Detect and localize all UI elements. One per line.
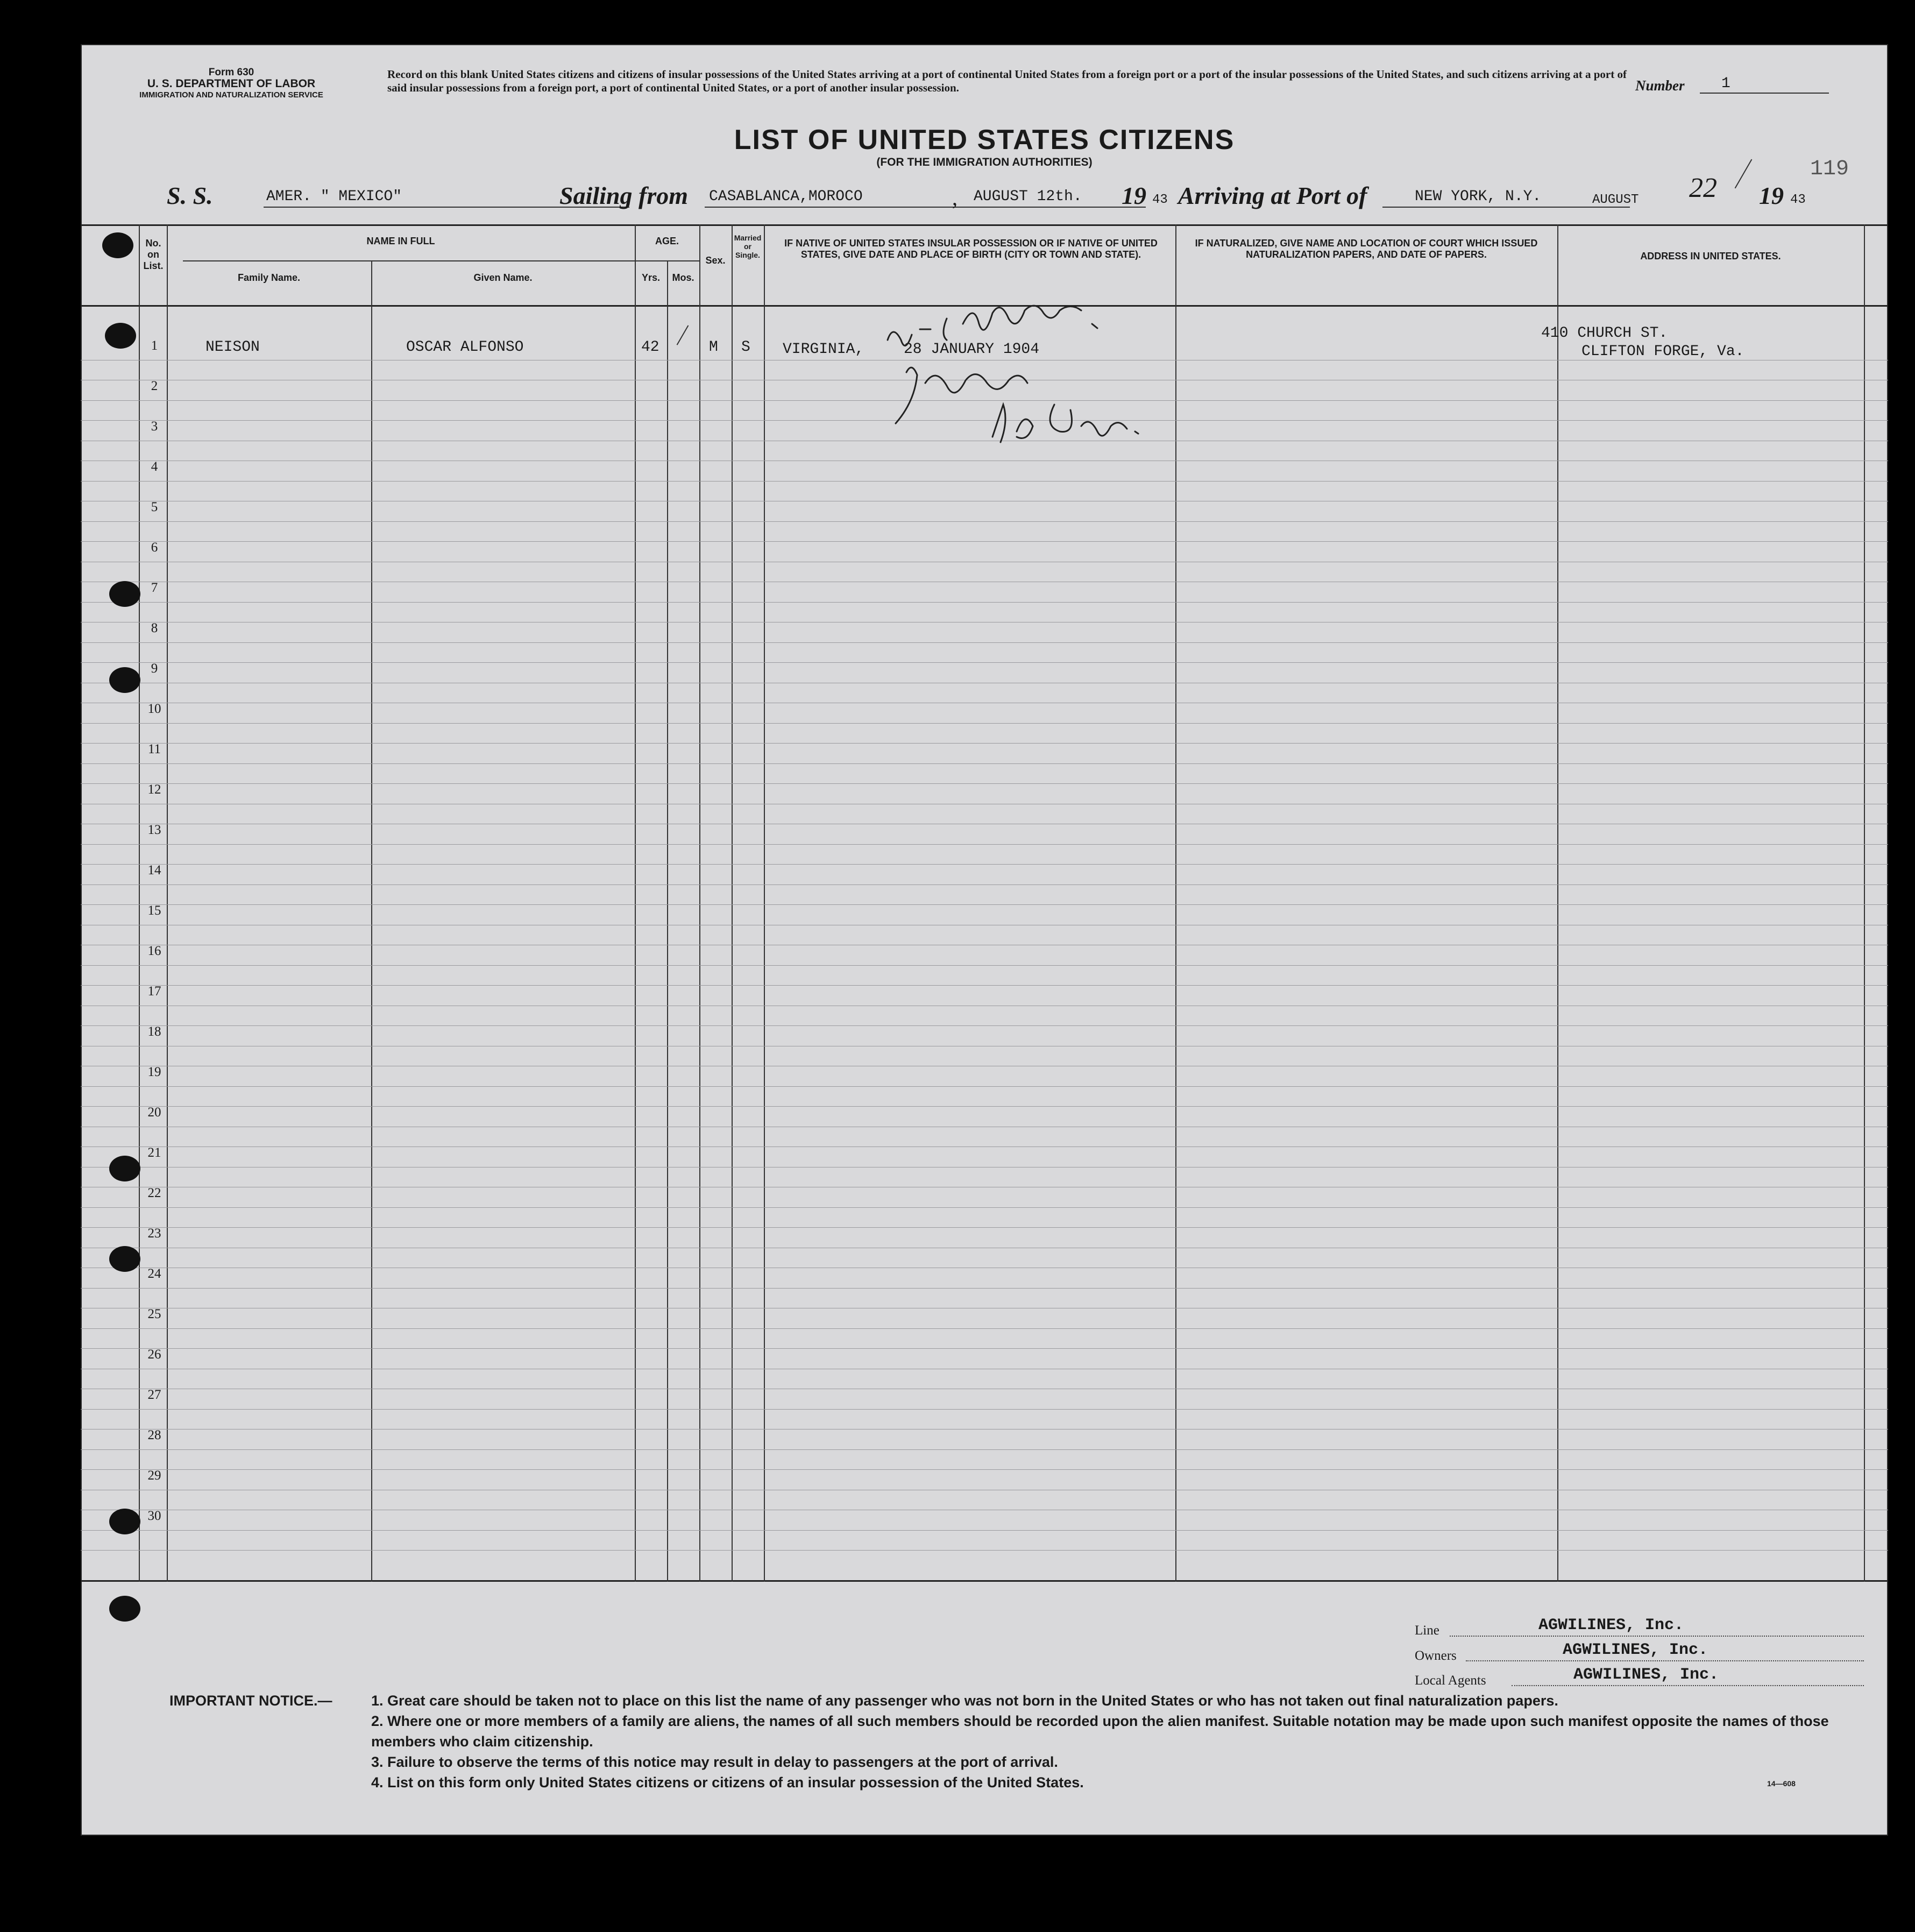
notice-4: 4. List on this form only United States citizens or citizens of an insular possession of the United States. — [371, 1774, 1084, 1791]
row-number: 20 — [147, 1105, 161, 1120]
row-rule — [81, 1530, 1888, 1531]
row-number: 16 — [147, 944, 161, 958]
punch-hole — [109, 581, 140, 607]
col-yrs-header: Yrs. — [641, 272, 661, 283]
row-rule — [81, 1469, 1888, 1470]
row-number: 4 — [151, 459, 158, 474]
row-rule — [81, 844, 1888, 845]
arrival-year-prefix: 19 — [1759, 182, 1784, 209]
row-number: 18 — [147, 1024, 161, 1039]
ss-label: S. S. — [167, 182, 213, 209]
row-rule — [81, 541, 1888, 542]
row-rule — [81, 1328, 1888, 1329]
row-number: 8 — [151, 621, 158, 635]
row-number: 24 — [147, 1266, 161, 1281]
row-number: 22 — [147, 1186, 161, 1200]
row-rule — [81, 1025, 1888, 1026]
row-number: 25 — [147, 1307, 161, 1321]
col-address-header: ADDRESS IN UNITED STATES. — [1640, 251, 1781, 261]
manifest-page: Form 630 U. S. DEPARTMENT OF LABOR IMMIGRATION AND NATURALIZATION SERVICE Record on this blank United States citizens and citizens of insular possessions of the United States arriving at a port of continental United States from a foreign port or a port of the insular possessions of the United States, and such citizens arriving at a port of said insular possessions from a foreign port, a port of continental United States, or a port of another insular possession. Number 1 LIST OF UNITED STATES CITIZENS (FOR THE IMMIGRATION AUTHORITIES) 119 S. S. AMER. " MEXICO" Sailing from CASABLANCA,MOROCO , AUGUST 12th. 19 43 Arriving at Port of NEW YORK, N.Y. AUGUST 22 19 43 No. on List. NAME IN FULL Family Name. Given Name. AGE. Yrs. Mos. Sex. Married or Single. IF NATIVE OF UNITED STATES INSULAR POSSESSION OR IF NATIVE OF UNITED STATES, GIVE DATE AND PLACE OF BIRTH (CITY OR TOWN AND STATE). IF NATURALIZED, GIVE NAME AND LOCATION OF COURT WHICH ISSUED NATURALIZATION PAPERS, AND DATE OF PAPERS. ADDRESS IN UNITED STATES. 1 2 3 4 5 6 7 8 9 10 11 12 13 14 15 16 17 18 19 20 21 22 23 24 25 26 27 28 29 30 NEISON OSCAR ALFONSO 42 M S VIRGINIA, 28 JANUARY 1904 410 CHURCH ST. CLIFTON FORGE, Va. Line AGWILINES, Inc. Owners AGWILINES, Inc. Local Agents AGWILINES, Inc. IMPORTANT NOTICE.— 1. Great care should be taken not to place on this list the name of any passenger who was not born in the United States or who has not taken out final naturalization papers. 2. Where one or more members of a family are aliens, the names of all such members should be recorded upon the alien manifest. Suitable notation may be made upon such manifest opposite the names of those members who claim citizenship. 3. Failure to observe the terms of this notice may result in delay to passengers at the port of arrival. 4. List on this form only United States citizens or citizens of an insular possession of the United States. 14—608 — [81, 44, 1888, 1836]
name-subheader-rule — [183, 260, 635, 261]
row-rule — [81, 864, 1888, 865]
arrival-day: 22 — [1689, 173, 1717, 203]
ship-name: AMER. " MEXICO" — [266, 188, 402, 205]
row-number: 29 — [147, 1468, 161, 1483]
col-age-header: AGE. — [655, 236, 679, 246]
punch-hole — [109, 667, 140, 693]
row-number: 7 — [151, 581, 158, 595]
owners-label: Owners — [1415, 1648, 1457, 1663]
col-no-header: No. on List. — [143, 238, 164, 271]
row-rule — [81, 1227, 1888, 1228]
punch-hole — [109, 1156, 140, 1181]
row-rule — [81, 783, 1888, 784]
sailing-date-underline — [968, 207, 1146, 208]
row-rule — [81, 904, 1888, 905]
col-given-header: Given Name. — [473, 272, 533, 283]
col-name-header: NAME IN FULL — [366, 236, 435, 246]
row-number: 9 — [151, 661, 158, 676]
row-rule — [81, 521, 1888, 522]
row-rule — [81, 763, 1888, 764]
notice-1: 1. Great care should be taken not to place on this list the name of any passenger who was not born in the United States or who has not taken out final naturalization papers. — [371, 1693, 1558, 1709]
row-rule — [81, 662, 1888, 663]
number-underline — [1700, 93, 1829, 94]
form-number: Form 630 — [208, 67, 254, 78]
line-value: AGWILINES, Inc. — [1538, 1616, 1684, 1634]
row-number: 12 — [147, 782, 161, 797]
punch-hole — [102, 232, 133, 258]
col-sex-header: Sex. — [705, 255, 726, 266]
row-number: 23 — [147, 1226, 161, 1241]
row-rule — [81, 1207, 1888, 1208]
sailing-year-prefix: 19 — [1122, 182, 1146, 209]
row1-given-name: OSCAR ALFONSO — [406, 339, 524, 356]
row1-birth-date: 28 JANUARY 1904 — [904, 341, 1040, 358]
row1-address-line1: 410 CHURCH ST. — [1541, 325, 1668, 342]
owners-value: AGWILINES, Inc. — [1563, 1641, 1708, 1659]
notice-3: 3. Failure to observe the terms of this notice may result in delay to passengers at the port of arrival. — [371, 1754, 1058, 1770]
sailing-year: 43 — [1152, 193, 1168, 207]
agents-label: Local Agents — [1415, 1673, 1486, 1688]
service: IMMIGRATION AND NATURALIZATION SERVICE — [139, 90, 323, 100]
notice-list — [371, 1690, 1872, 1793]
col-naturalized-header: IF NATURALIZED, GIVE NAME AND LOCATION OF COURT WHICH ISSUED NATURALIZATION PAPERS, AND DATE OF PAPERS. — [1195, 238, 1538, 260]
row1-sex: M — [709, 339, 718, 356]
department: U. S. DEPARTMENT OF LABOR — [147, 77, 316, 90]
row-rule — [81, 1086, 1888, 1087]
sailing-port: CASABLANCA,MOROCO — [709, 188, 863, 205]
arrival-year: 43 — [1790, 193, 1806, 207]
row-number: 13 — [147, 823, 161, 837]
intro-text: Record on this blank United States citizens and citizens of insular possessions of the United States arriving at a port of continental United States from a foreign port or a port of the insular possessions of the United States, and such citizens arriving at a port of said insular possessions from a foreign port, a port of continental United States, or a port of another insular possession. — [387, 68, 1627, 94]
row-number: 15 — [147, 903, 161, 918]
row-rule — [81, 965, 1888, 966]
row1-address-line2: CLIFTON FORGE, Va. — [1581, 343, 1744, 360]
row-rule — [81, 1288, 1888, 1289]
row-number: 6 — [151, 540, 158, 555]
punch-hole — [109, 1246, 140, 1272]
row-rule — [81, 1449, 1888, 1450]
row-rule — [81, 1550, 1888, 1551]
arrival-month: AUGUST — [1592, 193, 1639, 207]
row-number: 17 — [147, 984, 161, 999]
row1-age-yrs: 42 — [641, 339, 659, 356]
arriving-label: Arriving at Port of — [1178, 182, 1367, 209]
page-number: 119 — [1810, 157, 1849, 181]
table-top-rule — [81, 224, 1888, 226]
row-number: 2 — [151, 379, 158, 393]
row-rule — [81, 743, 1888, 744]
row-number: 14 — [147, 863, 161, 877]
sailing-date: AUGUST 12th. — [974, 188, 1082, 205]
punch-hole — [109, 1509, 140, 1534]
notice-heading: IMPORTANT NOTICE.— — [169, 1693, 332, 1709]
line-label: Line — [1415, 1623, 1439, 1638]
arrival-port: NEW YORK, N.Y. — [1415, 188, 1542, 205]
sailing-label: Sailing from — [559, 182, 689, 209]
row-number: 30 — [147, 1509, 161, 1523]
row-rule — [81, 1106, 1888, 1107]
notice-2: 2. Where one or more members of a family are aliens, the names of all such members should be recorded upon the alien manifest. Suitable notation may be made upon such manifest opposite the names of those members who claim citizenship. — [371, 1713, 1829, 1750]
row-number: 11 — [147, 742, 161, 756]
row-number: 1 — [151, 338, 158, 353]
page-title: LIST OF UNITED STATES CITIZENS — [734, 124, 1235, 155]
row-number: 5 — [151, 500, 158, 514]
row-rule — [81, 985, 1888, 986]
row-rule — [81, 602, 1888, 603]
punch-hole — [109, 1596, 140, 1622]
row-rule — [81, 723, 1888, 724]
row-rule — [81, 642, 1888, 643]
print-code: 14—608 — [1767, 1779, 1796, 1788]
row-number: 10 — [147, 702, 161, 716]
row-number: 27 — [147, 1388, 161, 1402]
row-number: 3 — [151, 419, 158, 434]
row-number: 26 — [147, 1347, 161, 1362]
col-family-header: Family Name. — [237, 272, 301, 283]
punch-hole — [105, 323, 136, 349]
col-marital-header: Married or Single. — [734, 233, 762, 259]
row1-mos-check-mark — [677, 325, 689, 345]
row1-marital: S — [741, 339, 750, 356]
col-birth-header: IF NATIVE OF UNITED STATES INSULAR POSSESSION OR IF NATIVE OF UNITED STATES, GIVE DATE AND PLACE OF BIRTH (CITY OR TOWN AND STATE). — [784, 238, 1158, 260]
number-label: Number — [1635, 77, 1685, 94]
row-number: 28 — [147, 1428, 161, 1442]
col-mos-header: Mos. — [672, 272, 694, 283]
row-rule — [81, 1409, 1888, 1410]
table-bottom-rule — [81, 1580, 1888, 1582]
row-rule — [81, 1348, 1888, 1349]
row-rule — [81, 884, 1888, 885]
form-tag — [129, 67, 334, 101]
handwritten-annotation — [855, 297, 1243, 501]
agents-value: AGWILINES, Inc. — [1573, 1666, 1719, 1684]
row-number: 19 — [147, 1065, 161, 1079]
row-number: 21 — [147, 1145, 161, 1160]
row1-family-name: NEISON — [205, 339, 260, 356]
page-subtitle: (FOR THE IMMIGRATION AUTHORITIES) — [876, 156, 1093, 168]
number-value: 1 — [1721, 75, 1730, 92]
row1-birth-place: VIRGINIA, — [783, 341, 864, 358]
